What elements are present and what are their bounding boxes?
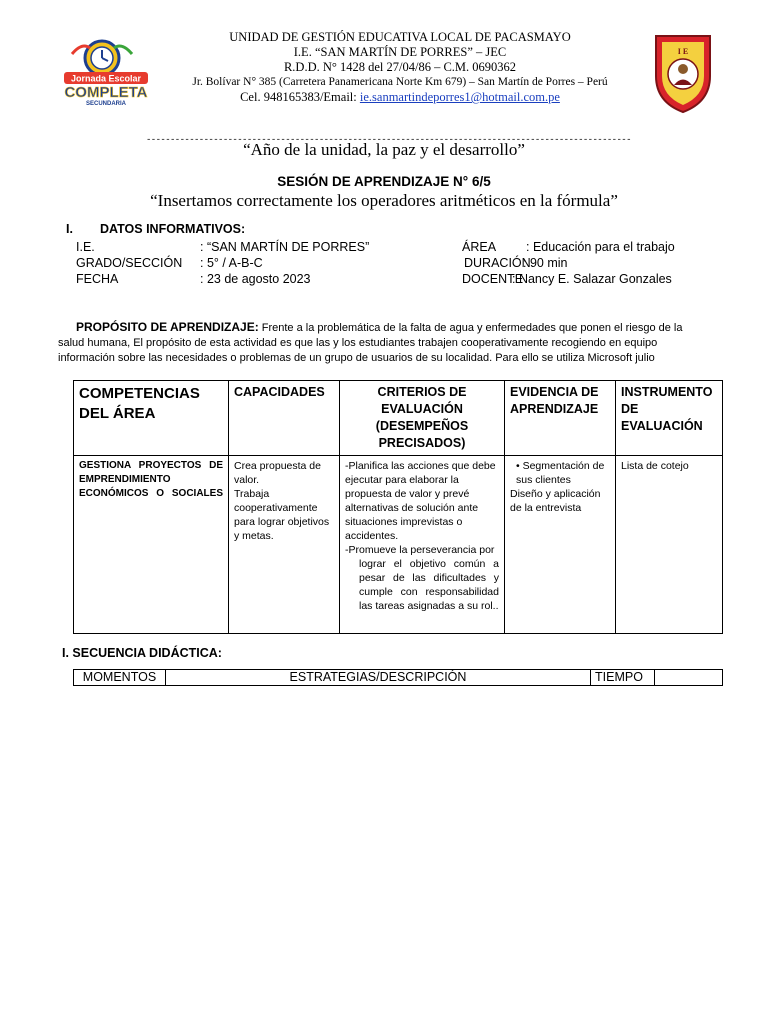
svg-text:Jornada Escolar: Jornada Escolar — [70, 73, 142, 84]
capacidad-item: Crea propuesta de valor. — [234, 460, 321, 486]
header-momentos: MOMENTOS — [74, 670, 166, 686]
header-competencias: COMPETENCIAS DEL ÁREA — [74, 381, 229, 456]
session-title: SESIÓN DE APRENDIZAJE N° 6/5 — [277, 174, 491, 189]
session-subtitle: “Insertamos correctamente los operadores aritméticos en la fórmula” — [150, 191, 618, 210]
datos-value: : 90 min — [523, 256, 568, 270]
header-tiempo: TIEMPO — [591, 670, 655, 686]
header-evidencia: EVIDENCIA DE APRENDIZAJE — [505, 381, 616, 456]
sequence-table — [73, 669, 723, 686]
header-separator: ----------------------------------------------------------------------------------------------------- — [146, 135, 631, 145]
capacidades-cell — [229, 456, 340, 634]
svg-text:COMPLETA: COMPLETA — [64, 84, 148, 101]
datos-value: : “SAN MARTÍN DE PORRES” — [200, 240, 370, 254]
capacidad-item: Trabaja cooperativamente para lograr objetivos y metas. — [234, 488, 330, 542]
school-crest-icon — [650, 32, 716, 114]
resolution-info: R.D.D. N° 1428 del 27/04/86 – C.M. 0690362 — [283, 60, 517, 74]
svg-text:I E: I E — [677, 47, 689, 56]
email-link[interactable]: ie.sanmartindeporres1@hotmail.com.pe — [359, 90, 560, 104]
header-criterios: CRITERIOS DE EVALUACIÓN (DESEMPEÑOS PRECISADOS) — [340, 381, 505, 456]
ugel-name: UNIDAD DE GESTIÓN EDUCATIVA LOCAL DE PACASMAYO — [229, 30, 571, 44]
secuencia-heading: I. SECUENCIA DIDÁCTICA: — [62, 646, 222, 660]
learning-purpose — [58, 320, 708, 366]
purpose-label: PROPÓSITO DE APRENDIZAJE: — [76, 320, 259, 334]
section-number: I. — [66, 222, 73, 236]
year-motto: “Año de la unidad, la paz y el desarrollo” — [243, 140, 525, 159]
evidencia-item: Diseño y aplicación de la entrevista — [510, 488, 601, 514]
datos-label: GRADO/SECCIÓN — [76, 256, 183, 270]
header-blank — [655, 670, 723, 686]
criterios-cell — [340, 456, 505, 634]
criterio-item: -Planifica las acciones que debe ejecutar para elaborar la propuesta de valor y prevé alternativas de solución ante situaciones imprevistas o accidentes. — [345, 460, 496, 542]
sequence-header-row — [74, 670, 723, 686]
school-name: I.E. “SAN MARTÍN DE PORRES” – JEC — [293, 45, 507, 59]
competencia-text: GESTIONA PROYECTOS DE EMPRENDIMIENTO ECONÓMICOS O SOCIALES — [79, 460, 223, 499]
datos-value: : Educación para el trabajo — [526, 240, 675, 254]
table-row — [74, 456, 723, 634]
evidencia-item: • Segmentación de sus clientes — [516, 460, 605, 486]
datos-label: FECHA — [76, 272, 119, 286]
criterio-first-line: -Promueve la perseverancia por — [345, 544, 495, 556]
header-capacidades: CAPACIDADES — [229, 381, 340, 456]
datos-heading-label: DATOS INFORMATIVOS: — [100, 222, 246, 236]
document-header — [0, 30, 768, 145]
purpose-text: Frente a la problemática de la falta de agua y enfermedades que ponen el riesgo de la salud humana, El propósito de esta actividad es que las y los estudiantes trabajen cooperativamente recogiendo en equipo información sobre las necesidades o problemas de un grupo de usuarios de su localidad. Para ello se utiliza Microsoft julio — [58, 322, 683, 364]
datos-value: : 5° / A-B-C — [200, 256, 263, 270]
datos-heading — [66, 222, 245, 236]
datos-label: I.E. — [76, 240, 95, 254]
datos-label: ÁREA — [462, 240, 497, 254]
header-instrumento: INSTRUMENTO DE EVALUACIÓN — [616, 381, 723, 456]
phone-label: Cel. 948165383/Email: — [240, 90, 360, 104]
evidencia-cell — [505, 456, 616, 634]
contact-line — [160, 90, 640, 105]
school-address: Jr. Bolívar N° 385 (Carretera Panamericana Norte Km 679) – San Martín de Porres – Perú — [192, 76, 608, 88]
table-header-row — [74, 381, 723, 456]
instrumento-cell: Lista de cotejo — [616, 456, 723, 634]
institution-info — [160, 30, 640, 105]
datos-label: DURACIÓN — [464, 256, 531, 270]
datos-value: : 23 de agosto 2023 — [200, 272, 311, 286]
datos-label: DOCENTE — [462, 272, 524, 286]
competencia-cell — [74, 456, 229, 634]
criterio-item — [345, 543, 499, 613]
svg-text:SECUNDARIA: SECUNDARIA — [85, 101, 127, 106]
jornada-escolar-completa-logo — [52, 34, 162, 106]
competencies-table — [73, 380, 723, 634]
criterio-continuation: lograr el objetivo común a pesar de las dificultades y cumple con responsabilidad las tareas asignadas a su rol.. — [359, 558, 499, 612]
header-estrategias: ESTRATEGIAS/DESCRIPCIÓN — [166, 670, 591, 686]
datos-value: : Nancy E. Salazar Gonzales — [512, 272, 672, 286]
bullet-icon: • — [516, 460, 523, 472]
